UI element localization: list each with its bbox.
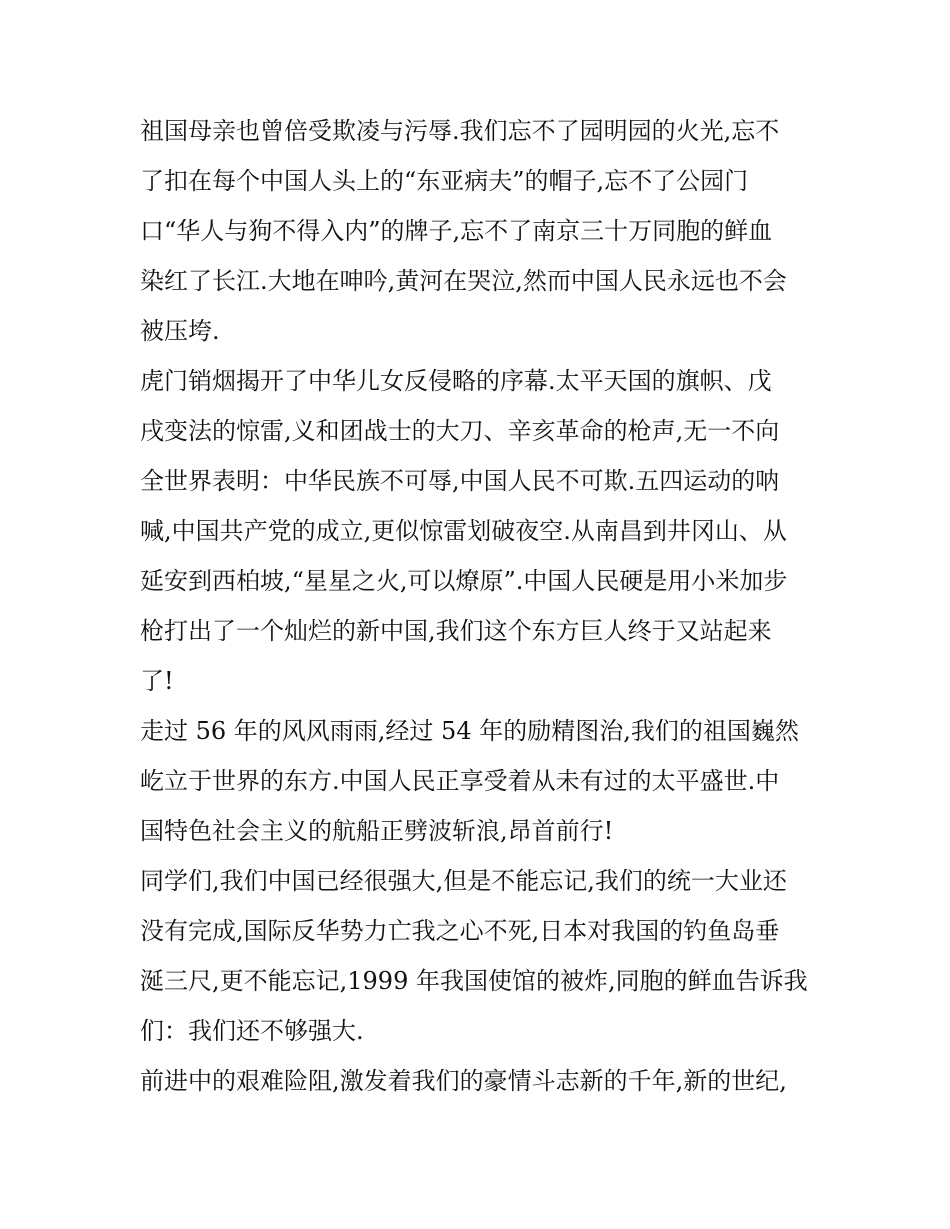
text-line: 祖国母亲也曾倍受欺凌与污辱.我们忘不了园明园的火光,忘不 bbox=[140, 117, 780, 145]
text-line: 前进中的艰难险阻,激发着我们的豪情斗志新的千年,新的世纪, bbox=[140, 1067, 787, 1095]
paragraph bbox=[140, 356, 820, 706]
text-line: 口“华人与狗不得入内”的牌子,忘不了南京三十万同胞的鲜血 bbox=[140, 217, 773, 245]
text-line: 同学们,我们中国已经很强大,但是不能忘记,我们的统一大业还 bbox=[140, 867, 787, 895]
paragraph bbox=[140, 856, 820, 1056]
text-line: 了! bbox=[140, 667, 174, 695]
text-line: 被压垮. bbox=[140, 317, 220, 345]
text-line: 们：我们还不够强大. bbox=[140, 1017, 364, 1045]
text-line: 走过 56 年的风风雨雨,经过 54 年的励精图治,我们的祖国巍然 bbox=[140, 717, 799, 745]
paragraph bbox=[140, 106, 820, 356]
text-line: 延安到西柏坡,“星星之火,可以燎原”.中国人民硬是用小米加步 bbox=[140, 567, 788, 595]
text-line: 虎门销烟揭开了中华儿女反侵略的序幕.太平天国的旗帜、戊 bbox=[140, 367, 772, 395]
document-body bbox=[140, 106, 820, 1106]
text-line: 涎三尺,更不能忘记,1999 年我国使馆的被炸,同胞的鲜血告诉我 bbox=[140, 967, 808, 995]
text-line: 枪打出了一个灿烂的新中国,我们这个东方巨人终于又站起来 bbox=[140, 617, 772, 645]
paragraph bbox=[140, 1056, 820, 1106]
text-line: 喊,中国共产党的成立,更似惊雷划破夜空.从南昌到井冈山、从 bbox=[140, 517, 787, 545]
text-line: 全世界表明：中华民族不可辱,中国人民不可欺.五四运动的呐 bbox=[140, 467, 780, 495]
paragraph bbox=[140, 706, 820, 856]
text-line: 屹立于世界的东方.中国人民正享受着从未有过的太平盛世.中 bbox=[140, 767, 780, 795]
text-line: 国特色社会主义的航船正劈波斩浪,昂首前行! bbox=[140, 817, 614, 845]
text-line: 了扣在每个中国人头上的“东亚病夫”的帽子,忘不了公园门 bbox=[140, 167, 749, 195]
text-line: 染红了长江.大地在呻吟,黄河在哭泣,然而中国人民永远也不会 bbox=[140, 267, 787, 295]
text-line: 没有完成,国际反华势力亡我之心不死,日本对我国的钓鱼岛垂 bbox=[140, 917, 780, 945]
text-line: 戌变法的惊雷,义和团战士的大刀、辛亥革命的枪声,无一不向 bbox=[140, 417, 780, 445]
